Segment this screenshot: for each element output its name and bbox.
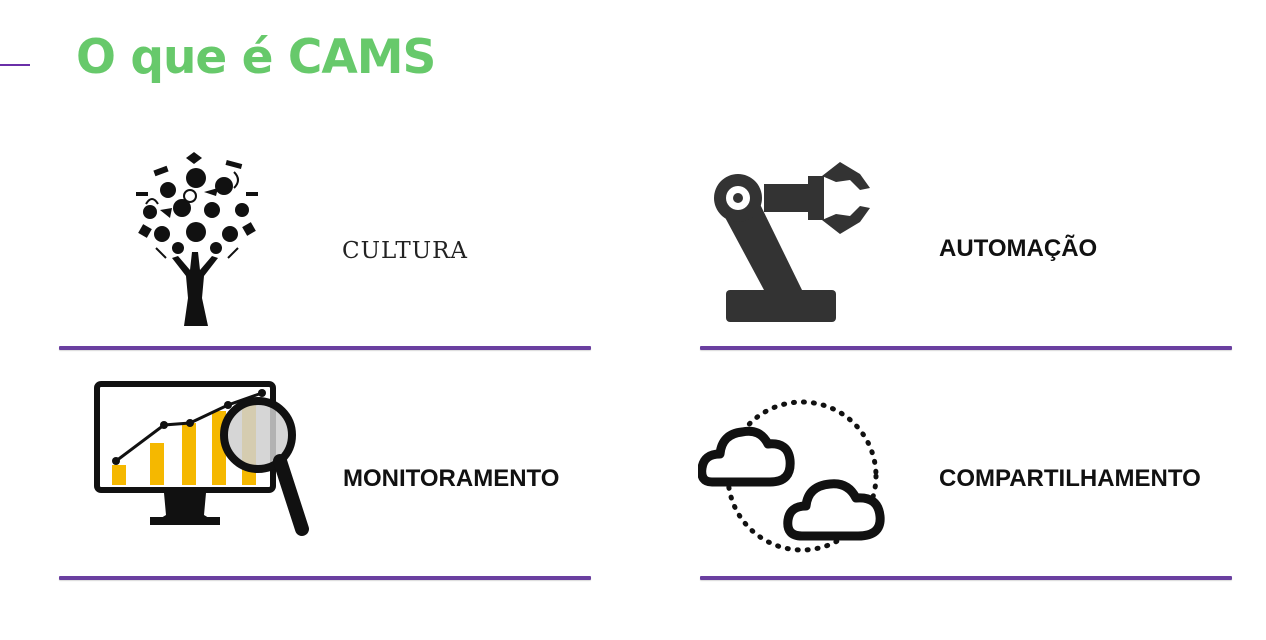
compartilhamento-label: COMPARTILHAMENTO: [939, 465, 1201, 492]
cultura-label: CULTURA: [342, 238, 469, 264]
culture-tree-icon: [126, 148, 266, 328]
title-accent-line: [0, 64, 30, 66]
divider-compartilhamento: [700, 576, 1232, 580]
divider-monitoramento: [59, 576, 591, 580]
divider-cultura: [59, 346, 591, 350]
cloud-sharing-icon: [698, 398, 888, 556]
divider-automacao: [700, 346, 1232, 350]
monitoramento-label: MONITORAMENTO: [343, 465, 560, 492]
page-title: O que é CAMS: [76, 30, 436, 85]
robot-arm-icon: [712, 158, 877, 324]
automacao-label: AUTOMAÇÃO: [939, 235, 1098, 262]
monitor-chart-magnifier-icon: [94, 381, 310, 541]
